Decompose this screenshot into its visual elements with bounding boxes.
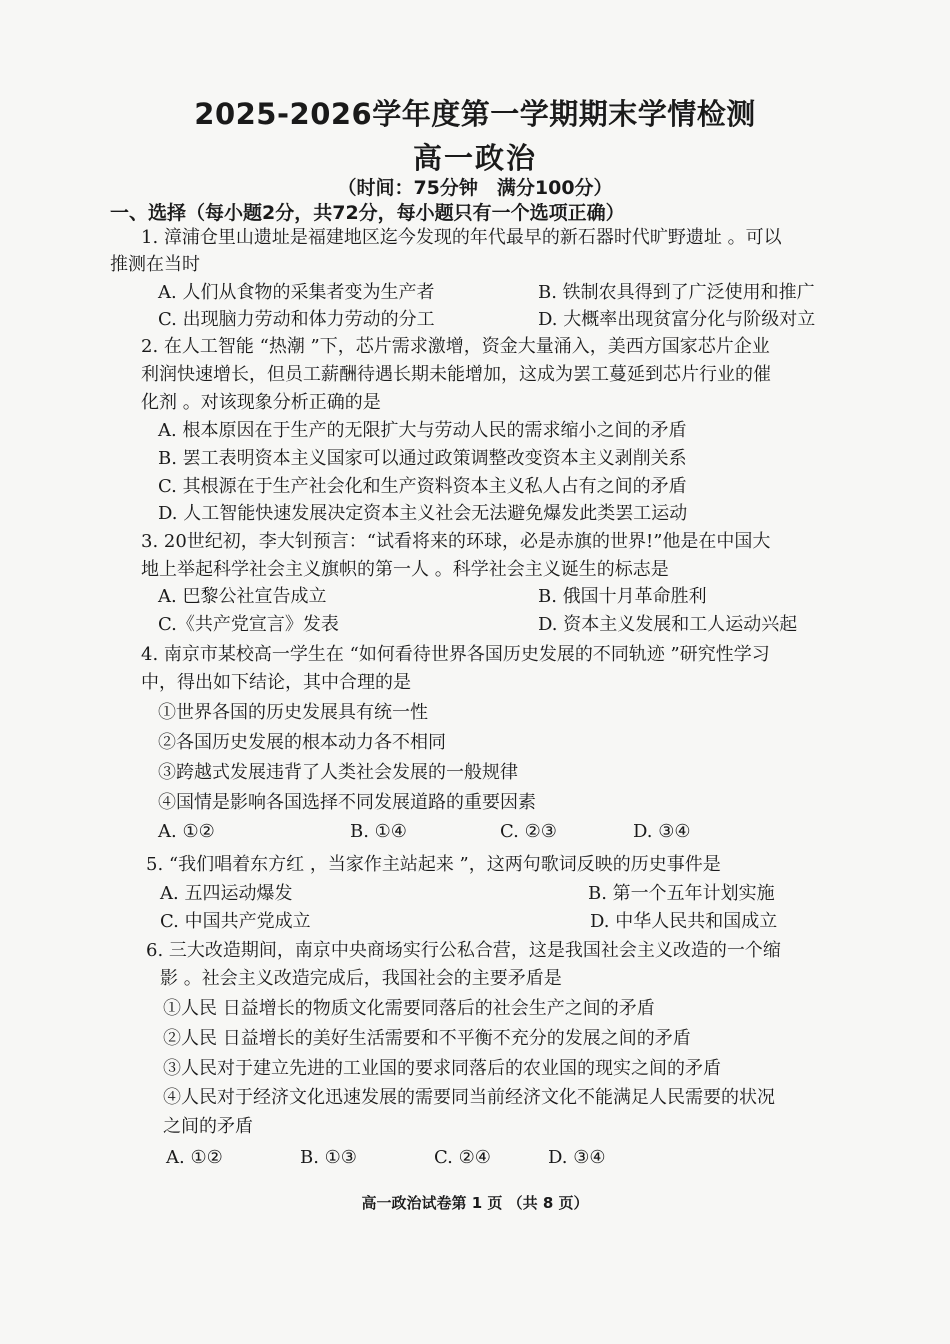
option-a: A. 五四运动爆发 bbox=[160, 883, 293, 904]
question-stem: 1. 漳浦仓里山遗址是福建地区迄今发现的年代最早的新石器时代旷野遗址 。可以 bbox=[141, 227, 782, 248]
question-stem: 5. “我们唱着东方红 ，当家作主站起来 ”，这两句歌词反映的历史事件是 bbox=[146, 854, 721, 875]
exam-title: 2025-2026学年度第一学期期末学情检测 bbox=[194, 97, 756, 131]
option-c: C. 中国共产党成立 bbox=[160, 911, 311, 932]
option-a: A. 根本原因在于生产的无限扩大与劳动人民的需求缩小之间的矛盾 bbox=[158, 420, 687, 441]
option-b: B. ①④ bbox=[350, 821, 407, 842]
statement-4: ④人民对于经济文化迅速发展的需要同当前经济文化不能满足人民需要的状况 bbox=[163, 1087, 775, 1108]
statement-1: ①人民 日益增长的物质文化需要同落后的社会生产之间的矛盾 bbox=[163, 998, 655, 1019]
option-a: A. ①② bbox=[166, 1147, 223, 1168]
subject-title: 高一政治 bbox=[412, 141, 537, 175]
option-b: B. 俄国十月革命胜利 bbox=[538, 586, 707, 607]
statement-2: ②人民 日益增长的美好生活需要和不平衡不充分的发展之间的矛盾 bbox=[163, 1028, 691, 1049]
option-b: B. 罢工表明资本主义国家可以通过政策调整改变资本主义剥削关系 bbox=[158, 448, 687, 469]
option-d: D. 资本主义发展和工人运动兴起 bbox=[538, 614, 798, 635]
option-b: B. ①③ bbox=[300, 1147, 357, 1168]
option-d: D. ③④ bbox=[633, 821, 691, 842]
option-c: C. ②④ bbox=[434, 1147, 491, 1168]
option-d: D. 中华人民共和国成立 bbox=[590, 911, 778, 932]
question-stem: 推测在当时 bbox=[110, 254, 200, 275]
option-b: B. 铁制农具得到了广泛使用和推广 bbox=[538, 282, 815, 303]
question-stem: 中，得出如下结论，其中合理的是 bbox=[141, 672, 411, 693]
question-stem: 化剂 。对该现象分析正确的是 bbox=[141, 392, 381, 413]
option-a: A. 巴黎公社宣告成立 bbox=[158, 586, 327, 607]
option-c: C.《共产党宣言》发表 bbox=[158, 614, 339, 635]
question-stem: 2. 在人工智能 “热潮 ”下，芯片需求激增，资金大量涌入，美西方国家芯片企业 bbox=[141, 336, 770, 357]
option-d: D. ③④ bbox=[548, 1147, 606, 1168]
question-stem: 影 。社会主义改造完成后，我国社会的主要矛盾是 bbox=[160, 968, 562, 989]
option-c: C. ②③ bbox=[500, 821, 557, 842]
question-stem: 3. 20世纪初，李大钊预言：“试看将来的环球，必是赤旗的世界!”他是在中国大 bbox=[141, 531, 771, 552]
question-stem: 地上举起科学社会主义旗帜的第一人 。科学社会主义诞生的标志是 bbox=[141, 559, 669, 580]
option-c: C. 其根源在于生产社会化和生产资料资本主义私人占有之间的矛盾 bbox=[158, 476, 687, 497]
statement-4-continued: 之间的矛盾 bbox=[163, 1116, 253, 1137]
page-footer: 高一政治试卷第 1 页 （共 8 页） bbox=[361, 1194, 589, 1212]
section-heading: 一、选择（每小题2分，共72分，每小题只有一个选项正确） bbox=[110, 202, 625, 224]
statement-3: ③跨越式发展违背了人类社会发展的一般规律 bbox=[158, 762, 518, 783]
exam-info: （时间：75分钟 满分100分） bbox=[337, 177, 613, 199]
statement-2: ②各国历史发展的根本动力各不相同 bbox=[158, 732, 446, 753]
question-stem: 6. 三大改造期间，南京中央商场实行公私合营，这是我国社会主义改造的一个缩 bbox=[146, 940, 781, 961]
option-b: B. 第一个五年计划实施 bbox=[588, 883, 775, 904]
option-c: C. 出现脑力劳动和体力劳动的分工 bbox=[158, 309, 435, 330]
statement-3: ③人民对于建立先进的工业国的要求同落后的农业国的现实之间的矛盾 bbox=[163, 1058, 721, 1079]
question-stem: 利润快速增长，但员工薪酬待遇长期未能增加，这成为罢工蔓延到芯片行业的催 bbox=[141, 364, 771, 385]
option-a: A. ①② bbox=[158, 821, 215, 842]
option-d: D. 人工智能快速发展决定资本主义社会无法避免爆发此类罢工运动 bbox=[158, 503, 688, 524]
statement-1: ①世界各国的历史发展具有统一性 bbox=[158, 702, 428, 723]
question-stem: 4. 南京市某校高一学生在 “如何看待世界各国历史发展的不同轨迹 ”研究性学习 bbox=[141, 644, 770, 665]
option-d: D. 大概率出现贫富分化与阶级对立 bbox=[538, 309, 816, 330]
option-a: A. 人们从食物的采集者变为生产者 bbox=[158, 282, 435, 303]
statement-4: ④国情是影响各国选择不同发展道路的重要因素 bbox=[158, 792, 536, 813]
